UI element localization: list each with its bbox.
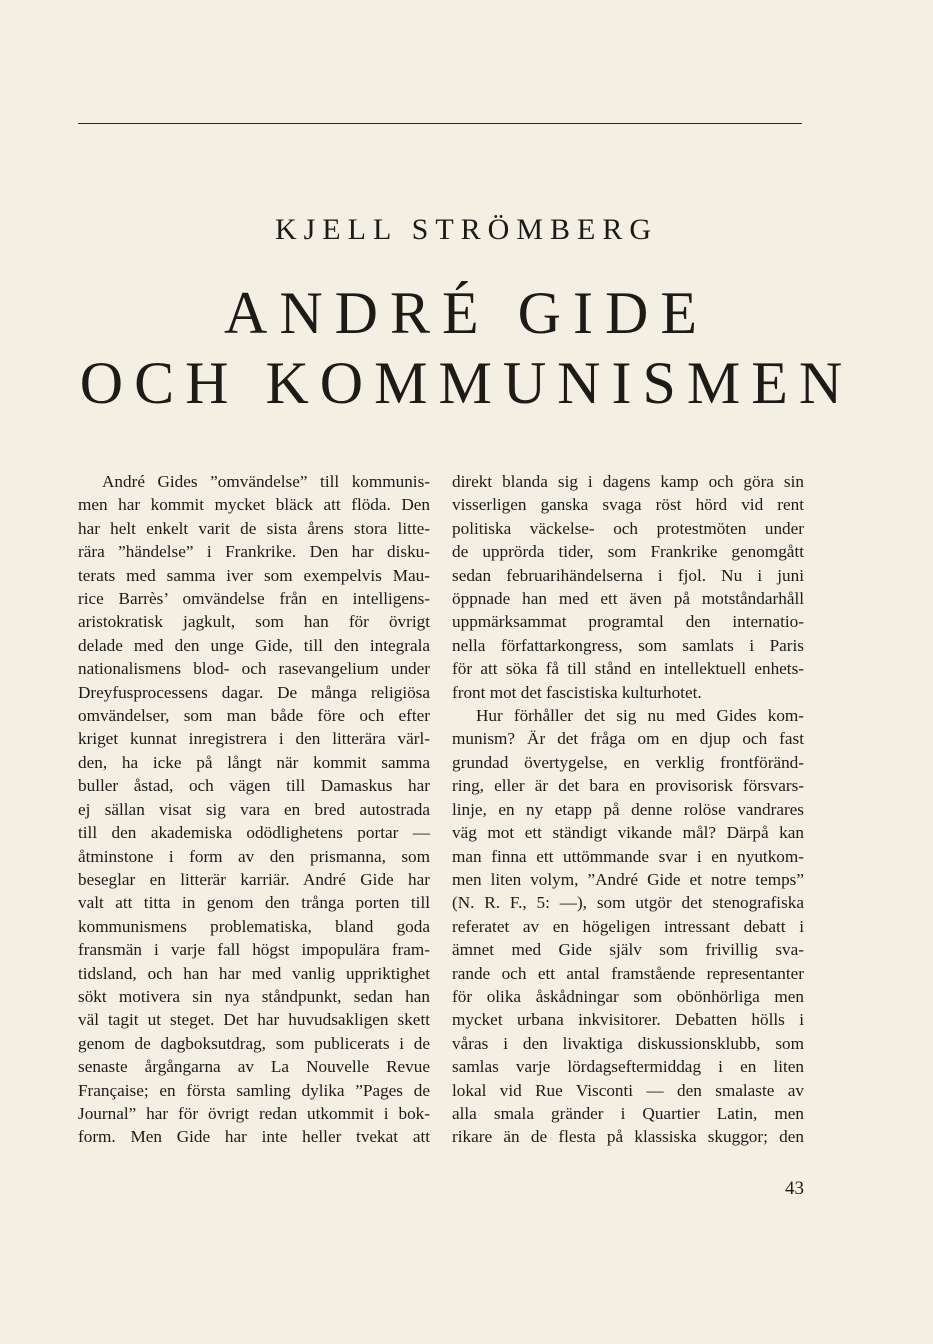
text-line: väl tagit ut steget. Det har huvudsakligen skett xyxy=(78,1010,430,1030)
paragraph xyxy=(452,704,804,1149)
page-number: 43 xyxy=(785,1178,804,1199)
text-line: öppnade han med ett även på motståndarhåll xyxy=(452,589,804,609)
text-line: rice Barrès’ omvändelse från en intelligens- xyxy=(78,589,430,609)
text-line: munism? Är det fråga om en djup och fast xyxy=(452,729,804,749)
text-line: kommunismens problematiska, bland goda xyxy=(78,916,430,936)
text-line: mycket urbana inkvisitorer. Debatten hölls i xyxy=(452,1010,804,1030)
text-line: omvändelser, som man både före och efter xyxy=(78,706,430,726)
text-line: valt att titta in genom den trånga porten till xyxy=(78,893,430,913)
text-line: till den akademiska odödlighetens portar — xyxy=(78,823,430,843)
text-line: alla smala gränder i Quartier Latin, men xyxy=(452,1103,804,1123)
text-line: Hur förhåller det sig nu med Gides kom- xyxy=(476,706,804,726)
text-line: buller åstad, och vägen till Damaskus har xyxy=(78,776,430,796)
text-line: front mot det fascistiska kulturhotet. xyxy=(452,682,702,702)
text-line: men har kommit mycket bläck att flöda. Den xyxy=(78,495,430,515)
text-column-left xyxy=(78,470,430,1149)
text-line: senaste årgångarna av La Nouvelle Revue xyxy=(78,1057,430,1077)
text-line: har helt enkelt varit de sista årens stora litte- xyxy=(78,518,430,538)
text-line: politiska väckelse- och protestmöten under xyxy=(452,518,804,538)
article-title-line2: OCH KOMMUNISMEN xyxy=(79,350,854,416)
text-line: delade med den unge Gide, till den integrala xyxy=(78,635,430,655)
text-line: de upprörda tider, som Frankrike genomgått xyxy=(452,542,804,562)
text-line: åtminstone i form av den prismanna, som xyxy=(78,846,430,866)
text-line: nella författarkongress, som samlats i Paris xyxy=(452,635,804,655)
text-line: nationalismens blod- och rasevangelium under xyxy=(78,659,430,679)
text-line: man finna ett uttömmande svar i en nyutkom- xyxy=(452,846,804,866)
text-line: uppmärksammat programtal den internatio- xyxy=(452,612,804,632)
text-line: ämnet med Gide själv som frivillig sva- xyxy=(452,940,804,960)
text-line: rära ”händelse” i Frankrike. Den har disku- xyxy=(78,542,430,562)
text-line: för olika åskådningar som obönhörliga men xyxy=(452,986,804,1006)
text-line: genom de dagboksutdrag, som publicerats i de xyxy=(78,1033,430,1053)
text-line: André Gides ”omvändelse” till kommunis- xyxy=(102,472,430,491)
text-line: linje, en ny etapp på denne rolöse vandrares xyxy=(452,799,804,819)
text-line: rande och ett antal framstående representanter xyxy=(452,963,804,983)
paragraph xyxy=(452,470,804,704)
text-line: men liten volym, ”André Gide et notre temps” xyxy=(452,869,804,889)
article-title-line1: ANDRÉ GIDE xyxy=(224,280,709,346)
text-line: tidsland, och han har med vanlig uppriktighet xyxy=(78,963,430,983)
text-line: sedan februarihändelserna i fjol. Nu i juni xyxy=(452,565,804,585)
text-line: sökt motivera sin nya ståndpunkt, sedan han xyxy=(78,986,430,1006)
text-line: Française; en första samling dylika ”Pages de xyxy=(78,1080,430,1100)
text-line: Journal” har för övrigt redan utkommit i bok- xyxy=(78,1103,430,1123)
text-line: form. Men Gide har inte heller tvekat att xyxy=(78,1127,430,1147)
text-line: ej sällan visat sig vara en bred autostrada xyxy=(78,799,430,819)
text-line: den, ha icke på långt när kommit samma xyxy=(78,752,430,772)
text-line: beseglar en litterär karriär. André Gide har xyxy=(78,869,430,889)
text-line: terats med samma iver som exempelvis Mau- xyxy=(78,565,430,585)
text-line: samlas varje lördagseftermiddag i en liten xyxy=(452,1057,804,1077)
author-name: KJELL STRÖMBERG xyxy=(274,213,659,246)
text-line: (N. R. F., 5: —), som utgör det stenografiska xyxy=(452,893,804,913)
text-line: grundad övertygelse, en verklig frontföränd- xyxy=(452,752,804,772)
text-line: direkt blanda sig i dagens kamp och göra sin xyxy=(452,472,804,491)
text-line: lokal vid Rue Visconti — den smalaste av xyxy=(452,1080,804,1100)
text-column-right xyxy=(452,470,804,1149)
text-line: visserligen ganska svaga röst hörd vid rent xyxy=(452,495,804,515)
text-line: ring, eller är det bara en provisorisk försvars- xyxy=(452,776,804,796)
paragraph xyxy=(78,470,430,1149)
text-line: rikare än de flesta på klassiska skuggor; den xyxy=(452,1127,804,1147)
text-line: våras i den livaktiga diskussionsklubb, som xyxy=(452,1033,804,1053)
text-line: Dreyfusprocessens dagar. De många religiösa xyxy=(78,682,430,702)
text-line: aristokratisk jagkult, som han för övrigt xyxy=(78,612,430,632)
text-line: för att söka få till stånd en intellektuell enhets- xyxy=(452,659,804,679)
text-line: fransmän i varje fall högst impopulära fram- xyxy=(78,940,430,960)
top-rule xyxy=(78,123,802,124)
text-line: kriget kunnat inregistrera i den litterära värl- xyxy=(78,729,430,749)
text-line: referatet av en högeligen intressant debatt i xyxy=(452,916,804,936)
text-line: väg mot ett ständigt vikande mål? Därpå kan xyxy=(452,823,804,843)
